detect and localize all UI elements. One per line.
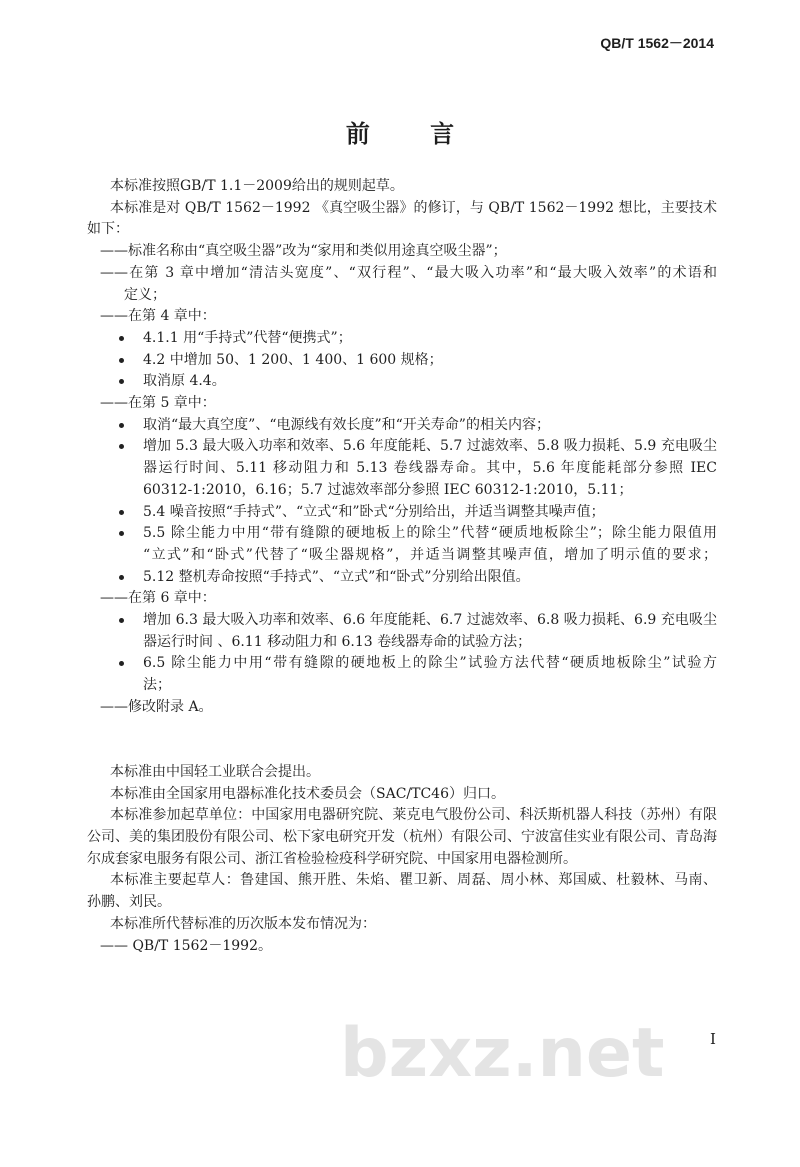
bullet-item: 5.5 除尘能力中用“带有缝隙的硬地板上的除尘”代替“硬质地板除尘”；除尘能力限值用 <box>143 525 717 542</box>
bullet-item-continuation: “立式”和“卧式”代替了“吸尘器规格”，并适当调整其噪声值，增加了明示值的要求； <box>143 546 717 563</box>
dash-item-continuation: 定义； <box>124 286 166 303</box>
paragraph-line: 本标准所代替标准的历次版本发布情况为： <box>110 915 376 932</box>
bullet-icon <box>119 379 124 384</box>
bullet-icon <box>119 510 124 515</box>
page-number: I <box>710 1030 716 1048</box>
bullet-item: 取消原 4.4。 <box>143 373 226 390</box>
dash-item: ——在第 6 章中： <box>100 590 216 607</box>
bullet-item-continuation: 法； <box>143 677 171 694</box>
paragraph-line: 公司、美的集团股份有限公司、松下家电研究开发（杭州）有限公司、宁波富佳实业有限公司、青岛海 <box>87 829 717 845</box>
bullet-item: 增加 5.3 最大吸入功率和效率、5.6 年度能耗、5.7 过滤效率、5.8 吸力损耗、5.9 充电吸尘 <box>143 438 717 455</box>
paragraph-line: 如下： <box>87 221 129 238</box>
dash-item: ——在第 5 章中： <box>100 395 216 411</box>
bullet-icon <box>119 618 124 623</box>
paragraph-line: 本标准主要起草人：鲁建国、熊开胜、朱焰、瞿卫新、周磊、周小林、郑国威、杜毅林、马南、 <box>110 872 717 889</box>
paragraph-line: 孙鹏、刘民。 <box>87 894 171 911</box>
bullet-icon <box>119 531 124 536</box>
paragraph-line: 本标准按照GB/T 1.1－2009给出的规则起草。 <box>110 178 404 194</box>
paragraph-line: 本标准是对 QB/T 1562－1992 《真空吸尘器》的修订，与 QB/T 1562－1992 想比，主要技术 <box>110 199 717 216</box>
standard-code-header: QB/T 1562－2014 <box>600 35 714 51</box>
dash-item: ——在第 4 章中： <box>100 308 216 325</box>
bullet-item: 5.4 噪音按照“手持式”、“立式“和”卧式“分别给出，并适当调整其噪声值； <box>143 503 605 520</box>
bullet-item-continuation: 器运行时间 、6.11 移动阻力和 6.13 卷线器寿命的试验方法； <box>143 633 532 650</box>
dash-item: ——修改附录 A。 <box>100 698 213 715</box>
bullet-item: 5.12 整机寿命按照“手持式”、“立式”和“卧式”分别给出限值。 <box>143 568 530 585</box>
bullet-icon <box>119 444 124 449</box>
dash-item: ——标准名称由“真空吸尘器”改为“家用和类似用途真空吸尘器”； <box>100 243 507 260</box>
bullet-item: 取消“最大真空度”、“电源线有效长度”和“开关寿命”的相关内容； <box>143 416 550 433</box>
bullet-item-continuation: 器运行时间、5.11 移动阻力和 5.13 卷线器寿命。其中，5.6 年度能耗部分参照 IEC <box>143 460 717 477</box>
bullet-item: 4.1.1 用“手持式”代替“便携式”； <box>143 329 352 346</box>
paragraph-line: 本标准参加起草单位：中国家用电器研究院、莱克电气股份公司、科沃斯机器人科技（苏州）有限 <box>110 807 717 824</box>
dash-item: ——在第 3 章中增加“清洁头宽度”、“双行程”、“最大吸入功率”和“最大吸入效率”的术语和 <box>100 264 717 281</box>
page-title: 前 言 <box>345 119 481 148</box>
bullet-item: 6.5 除尘能力中用“带有缝隙的硬地板上的除尘”试验方法代替“硬质地板除尘”试验方 <box>143 655 717 672</box>
paragraph-line: 尔成套家电服务有限公司、浙江省检验检疫科学研究院、中国家用电器检测所。 <box>87 850 577 867</box>
watermark: bzxz.net <box>340 1014 665 1093</box>
bullet-icon <box>119 423 124 428</box>
bullet-icon <box>119 358 124 363</box>
paragraph-line: 本标准由全国家用电器标准化技术委员会（SAC/TC46）归口。 <box>110 785 505 802</box>
bullet-item-continuation: 60312-1:2010，6.16；5.7 过滤效率部分参照 IEC 60312-1:2010，5.11； <box>143 481 633 498</box>
paragraph-line: 本标准由中国轻工业联合会提出。 <box>110 763 320 780</box>
bullet-icon <box>119 661 124 666</box>
bullet-icon <box>119 336 124 341</box>
bullet-icon <box>119 575 124 580</box>
dash-item: —— QB/T 1562－1992。 <box>100 937 272 954</box>
bullet-item: 增加 6.3 最大吸入功率和效率、6.6 年度能耗、6.7 过滤效率、6.8 吸力损耗、6.9 充电吸尘 <box>143 612 717 628</box>
bullet-item: 4.2 中增加 50、1 200、1 400、1 600 规格； <box>143 351 443 368</box>
